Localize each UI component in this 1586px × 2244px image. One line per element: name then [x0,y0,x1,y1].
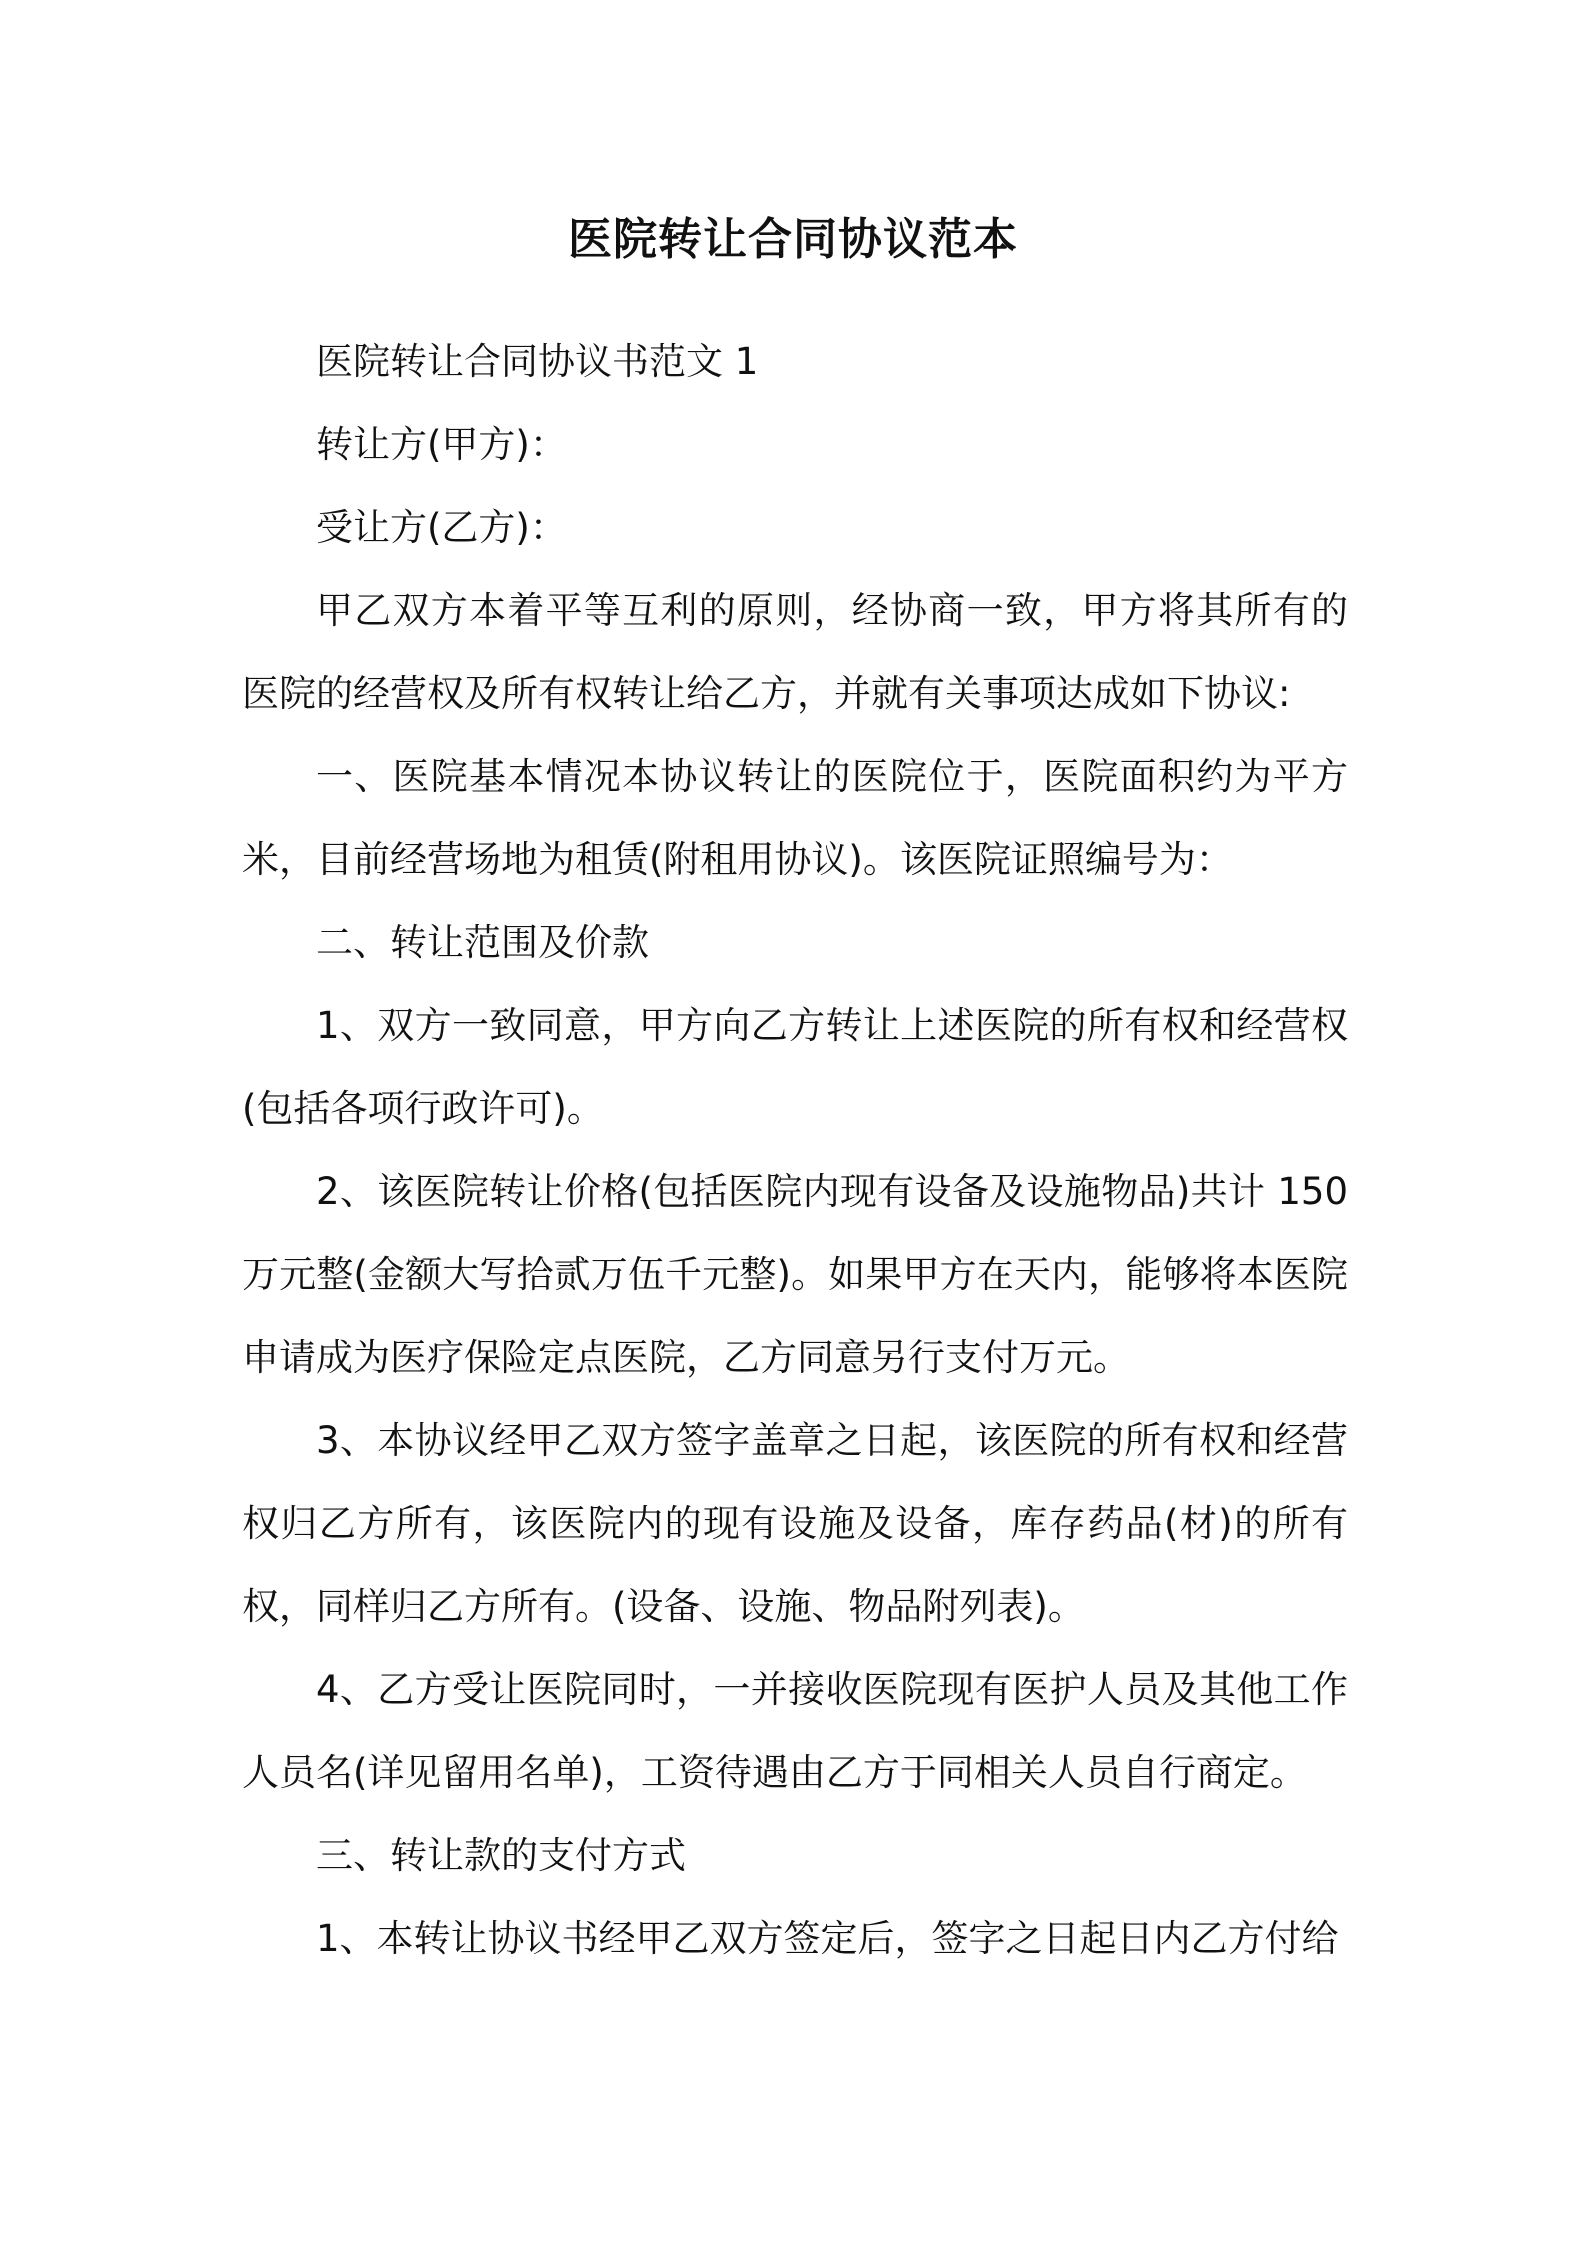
paragraph-clause-2-2: 2、该医院转让价格(包括医院内现有设备及设施物品)共计 150 万元整(金额大写拾贰万伍千元整)。如果甲方在天内，能够将本医院申请成为医疗保险定点医院，乙方同意另行支付万元。 [242,1170,1348,1379]
paragraph-transferor: 转让方(甲方)： [316,423,567,466]
paragraph-clause-2-3: 3、本协议经甲乙双方签字盖章之日起，该医院的所有权和经营权归乙方所有，该医院内的现有设施及设备，库存药品(材)的所有权，同样归乙方所有。(设备、设施、物品附列表)。 [242,1419,1348,1628]
document-body [242,320,1348,1980]
paragraph-preamble: 甲乙双方本着平等互利的原则，经协商一致，甲方将其所有的医院的经营权及所有权转让给乙方，并就有关事项达成如下协议: [242,589,1348,715]
paragraph-clause-2-1: 1、双方一致同意，甲方向乙方转让上述医院的所有权和经营权(包括各项行政许可)。 [242,1004,1348,1130]
paragraph-sample-heading: 医院转让合同协议书范文 1 [316,340,759,383]
paragraph-section-3-heading: 三、转让款的支付方式 [316,1834,686,1877]
paragraph-section-1: 一、医院基本情况本协议转让的医院位于，医院面积约为平方米，目前经营场地为租赁(附租用协议)。该医院证照编号为： [242,755,1348,881]
paragraph-transferee: 受让方(乙方)： [316,506,567,549]
paragraph-clause-2-4: 4、乙方受让医院同时，一并接收医院现有医护人员及其他工作人员名(详见留用名单)，工资待遇由乙方于同相关人员自行商定。 [242,1668,1348,1794]
paragraph-clause-3-1: 1、本转让协议书经甲乙双方签定后，签字之日起日内乙方付给 [316,1917,1339,1960]
paragraph-section-2-heading: 二、转让范围及价款 [316,921,649,964]
document-title: 医院转让合同协议范本 [568,214,1018,265]
